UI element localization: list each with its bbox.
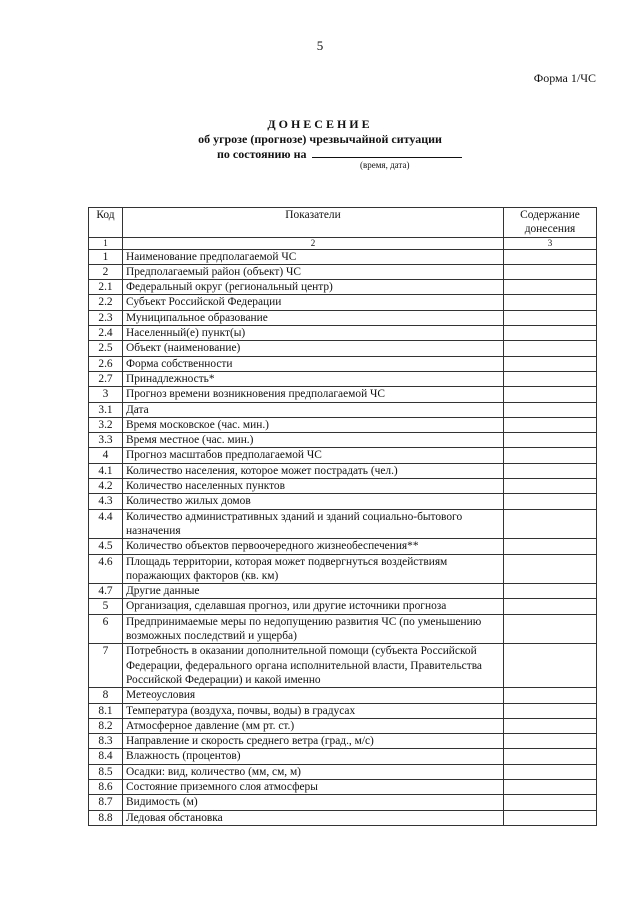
table-row [89,402,597,417]
row-indicator: Атмосферное давление (мм рт. ст.) [123,718,504,733]
row-indicator: Метеоусловия [123,688,504,703]
row-code: 6 [89,614,123,644]
row-indicator: Организация, сделавшая прогноз, или другие источники прогноза [123,599,504,614]
table-row [89,554,597,584]
state-hint: (время, дата) [360,160,410,170]
table-row [89,341,597,356]
table-row [89,326,597,341]
row-content-cell[interactable] [504,479,597,494]
row-code: 4.7 [89,584,123,599]
table-row [89,584,597,599]
row-code: 3.3 [89,433,123,448]
row-content-cell[interactable] [504,417,597,432]
row-code: 2.6 [89,356,123,371]
row-content-cell[interactable] [504,584,597,599]
state-prefix: по состоянию на [217,147,307,161]
row-code: 2 [89,264,123,279]
row-code: 2.3 [89,310,123,325]
row-code: 8.3 [89,734,123,749]
header-content: Содержание донесения [504,208,597,238]
row-indicator: Населенный(е) пункт(ы) [123,326,504,341]
row-content-cell[interactable] [504,749,597,764]
row-content-cell[interactable] [504,599,597,614]
table-row [89,539,597,554]
row-content-cell[interactable] [504,249,597,264]
row-code: 8.4 [89,749,123,764]
row-code: 8.2 [89,718,123,733]
table-row [89,509,597,539]
row-content-cell[interactable] [504,509,597,539]
table-row [89,614,597,644]
row-code: 2.5 [89,341,123,356]
row-content-cell[interactable] [504,554,597,584]
numbering-cell: 1 [89,237,123,249]
row-code: 4.3 [89,494,123,509]
row-content-cell[interactable] [504,463,597,478]
table-row [89,280,597,295]
table-row [89,249,597,264]
row-content-cell[interactable] [504,371,597,386]
row-indicator: Федеральный округ (региональный центр) [123,280,504,295]
row-indicator: Влажность (процентов) [123,749,504,764]
row-indicator: Прогноз масштабов предполагаемой ЧС [123,448,504,463]
row-indicator: Количество жилых домов [123,494,504,509]
row-content-cell[interactable] [504,387,597,402]
row-content-cell[interactable] [504,764,597,779]
row-content-cell[interactable] [504,341,597,356]
row-indicator: Субъект Российской Федерации [123,295,504,310]
row-content-cell[interactable] [504,280,597,295]
table-row [89,795,597,810]
row-code: 3.1 [89,402,123,417]
row-content-cell[interactable] [504,795,597,810]
row-indicator: Принадлежность* [123,371,504,386]
form-label: Форма 1/ЧС [533,71,596,85]
table-row [89,779,597,794]
row-content-cell[interactable] [504,402,597,417]
row-code: 4.1 [89,463,123,478]
row-code: 8.8 [89,810,123,825]
table-numbering-row [89,237,597,249]
row-indicator: Состояние приземного слоя атмосферы [123,779,504,794]
row-content-cell[interactable] [504,326,597,341]
row-content-cell[interactable] [504,734,597,749]
row-indicator: Дата [123,402,504,417]
row-code: 2.1 [89,280,123,295]
row-indicator: Муниципальное образование [123,310,504,325]
row-indicator: Количество населенных пунктов [123,479,504,494]
row-code: 4.2 [89,479,123,494]
row-code: 8.6 [89,779,123,794]
document-subtitle: об угрозе (прогнозе) чрезвычайной ситуации [198,132,442,146]
table-row [89,810,597,825]
header-indicators: Показатели [123,208,504,238]
row-code: 8.7 [89,795,123,810]
row-content-cell[interactable] [504,688,597,703]
table-row [89,387,597,402]
row-indicator: Объект (наименование) [123,341,504,356]
row-code: 7 [89,644,123,688]
row-content-cell[interactable] [504,703,597,718]
row-indicator: Площадь территории, которая может подвергнуться воздействиям поражающих факторов (кв. км) [123,554,504,584]
table-row [89,718,597,733]
row-indicator: Количество населения, которое может пострадать (чел.) [123,463,504,478]
table-row [89,703,597,718]
numbering-cell: 2 [123,237,504,249]
table-header-row [89,208,597,238]
table-row [89,734,597,749]
row-code: 8.1 [89,703,123,718]
table-row [89,448,597,463]
table-row [89,764,597,779]
row-content-cell[interactable] [504,264,597,279]
table-row [89,494,597,509]
table-row [89,479,597,494]
table-row [89,356,597,371]
table-row [89,433,597,448]
table-row [89,417,597,432]
row-code: 5 [89,599,123,614]
row-code: 8 [89,688,123,703]
row-code: 1 [89,249,123,264]
row-code: 2.7 [89,371,123,386]
row-indicator: Предпринимаемые меры по недопущению развития ЧС (по уменьшению возможных последствий и ущерба) [123,614,504,644]
row-code: 4 [89,448,123,463]
row-indicator: Видимость (м) [123,795,504,810]
table-row [89,264,597,279]
row-indicator: Количество административных зданий и зданий социально-бытового назначения [123,509,504,539]
row-code: 4.5 [89,539,123,554]
header-code: Код [89,208,123,238]
row-indicator: Наименование предполагаемой ЧС [123,249,504,264]
row-indicator: Время московское (час. мин.) [123,417,504,432]
row-indicator: Направление и скорость среднего ветра (град., м/с) [123,734,504,749]
row-content-cell[interactable] [504,448,597,463]
row-indicator: Предполагаемый район (объект) ЧС [123,264,504,279]
row-code: 3.2 [89,417,123,432]
row-content-cell[interactable] [504,718,597,733]
row-code: 4.4 [89,509,123,539]
row-indicator: Осадки: вид, количество (мм, см, м) [123,764,504,779]
table-row [89,295,597,310]
table-row [89,463,597,478]
row-code: 8.5 [89,764,123,779]
report-table [88,207,597,826]
table-row [89,749,597,764]
row-content-cell[interactable] [504,810,597,825]
row-code: 2.2 [89,295,123,310]
row-indicator: Количество объектов первоочередного жизнеобеспечения** [123,539,504,554]
page-number: 5 [316,38,324,53]
row-content-cell[interactable] [504,539,597,554]
row-content-cell[interactable] [504,779,597,794]
row-indicator: Форма собственности [123,356,504,371]
document-title: ДОНЕСЕНИЕ [267,117,373,131]
table-row [89,371,597,386]
row-content-cell[interactable] [504,494,597,509]
row-indicator: Прогноз времени возникновения предполагаемой ЧС [123,387,504,402]
table-row [89,310,597,325]
table-row [89,688,597,703]
table-row [89,599,597,614]
row-content-cell[interactable] [504,310,597,325]
row-indicator: Время местное (час. мин.) [123,433,504,448]
numbering-cell: 3 [504,237,597,249]
row-content-cell[interactable] [504,644,597,688]
row-indicator: Потребность в оказании дополнительной помощи (субъекта Российской Федерации, федерального органа исполнительной власти, Правительства Российской Федерации) и какой именно [123,644,504,688]
row-indicator: Ледовая обстановка [123,810,504,825]
row-content-cell[interactable] [504,433,597,448]
row-content-cell[interactable] [504,614,597,644]
row-indicator: Температура (воздуха, почвы, воды) в градусах [123,703,504,718]
row-content-cell[interactable] [504,295,597,310]
row-code: 3 [89,387,123,402]
table-row [89,644,597,688]
row-code: 2.4 [89,326,123,341]
row-content-cell[interactable] [504,356,597,371]
state-blank-field[interactable] [312,146,462,158]
row-indicator: Другие данные [123,584,504,599]
row-code: 4.6 [89,554,123,584]
state-line [217,146,462,162]
